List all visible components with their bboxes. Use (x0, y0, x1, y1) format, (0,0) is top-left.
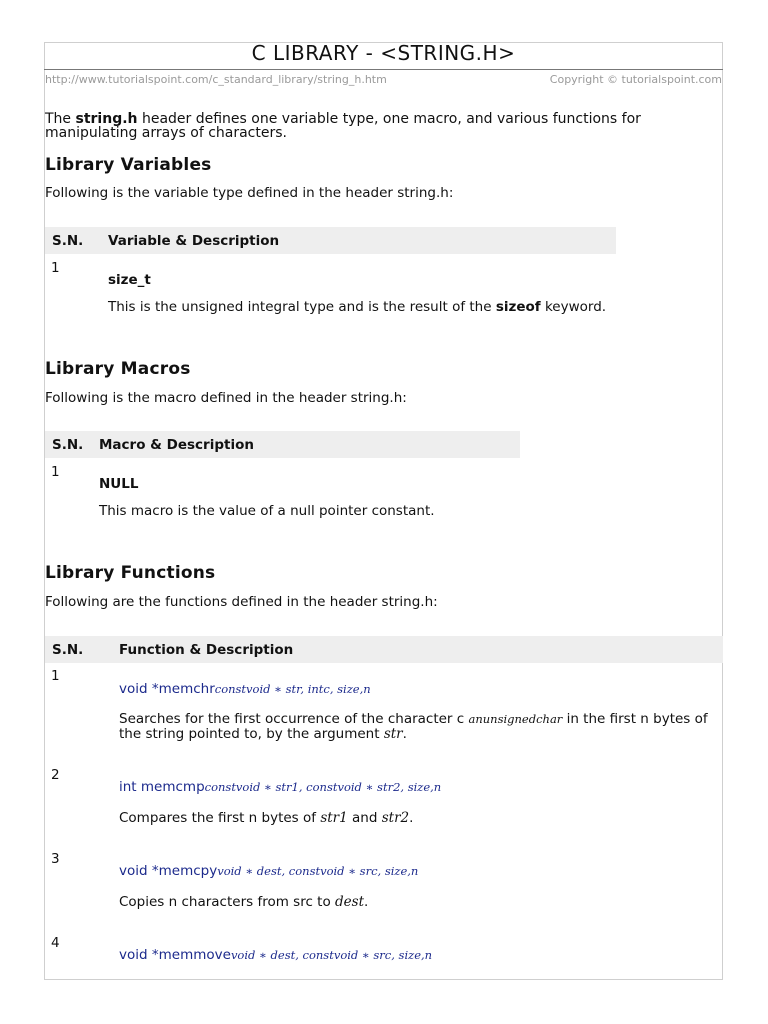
desc-text: and (347, 810, 382, 826)
variables-lead: Following is the variable type defined in the header string.h: (45, 185, 454, 201)
col-sn-header: S.N. (52, 437, 84, 453)
intro-paragraph (45, 112, 725, 140)
macro-description: This macro is the value of a null pointer constant. (99, 503, 435, 519)
intro-text-post: header defines one variable type, one macro, and various functions for manipulating arrays of characters. (45, 111, 641, 141)
col-desc-header: Variable & Description (108, 233, 280, 249)
desc-text: in the first n bytes of the string pointed to, by the argument (119, 711, 708, 742)
copyright-notice: Copyright © tutorialspoint.com (549, 73, 722, 86)
macros-table-header (45, 431, 520, 458)
section-heading-functions: Library Functions (45, 563, 216, 583)
function-name[interactable]: void *memchr (119, 681, 215, 697)
col-desc-header: Macro & Description (99, 437, 254, 453)
macros-lead: Following is the macro defined in the header string.h: (45, 390, 407, 406)
function-signature[interactable] (119, 779, 441, 795)
desc-type-annotation: anunsignedchar (468, 712, 563, 726)
variable-desc-keyword: sizeof (495, 299, 541, 315)
variables-table-header (45, 227, 616, 254)
variable-desc-post: keyword. (540, 299, 607, 315)
variable-row-sn: 1 (51, 260, 60, 276)
source-url: http://www.tutorialspoint.com/c_standard_library/string_h.htm (45, 73, 387, 86)
desc-text: Compares the first n bytes of (119, 810, 321, 826)
functions-table-header (45, 636, 723, 663)
desc-text: Copies n characters from src to (119, 894, 336, 910)
function-name[interactable]: void *memcpy (119, 863, 218, 879)
function-description (119, 712, 719, 742)
desc-arg: str2 (381, 810, 410, 826)
function-description (119, 895, 368, 910)
intro-text-pre: The (45, 111, 76, 127)
col-sn-header: S.N. (52, 642, 84, 658)
function-row-sn: 3 (51, 851, 60, 867)
function-args: constvoid ∗ str1, constvoid ∗ str2, size,n (204, 780, 442, 794)
variable-description (108, 300, 606, 315)
desc-arg: str1 (320, 810, 348, 826)
function-args: void ∗ dest, constvoid ∗ src, size,n (217, 864, 419, 878)
variable-desc-pre: This is the unsigned integral type and is the result of the (108, 299, 496, 315)
function-name[interactable]: void *memmove (119, 947, 231, 963)
function-args: void ∗ dest, constvoid ∗ src, size,n (230, 948, 433, 962)
function-row-sn: 2 (51, 767, 60, 783)
desc-text: . (402, 726, 407, 742)
desc-text: . (364, 894, 369, 910)
function-name[interactable]: int memcmp (119, 779, 205, 795)
section-heading-macros: Library Macros (45, 359, 191, 379)
function-signature[interactable] (119, 947, 432, 963)
title-divider (44, 69, 723, 70)
desc-text: Searches for the first occurrence of the character c (119, 711, 469, 727)
function-row-sn: 4 (51, 935, 60, 951)
function-signature[interactable] (119, 863, 418, 879)
functions-lead: Following are the functions defined in the header string.h: (45, 594, 438, 610)
macro-row-sn: 1 (51, 464, 60, 480)
section-heading-variables: Library Variables (45, 155, 212, 175)
desc-arg: dest (335, 894, 364, 910)
function-description (119, 811, 413, 826)
page-title: C LIBRARY - <STRING.H> (251, 41, 516, 65)
function-args: constvoid ∗ str, intc, size,n (214, 682, 371, 696)
variable-name: size_t (108, 272, 151, 288)
desc-text: . (409, 810, 414, 826)
function-row-sn: 1 (51, 668, 60, 684)
macro-name: NULL (99, 476, 139, 492)
col-sn-header: S.N. (52, 233, 84, 249)
desc-arg: str (383, 726, 403, 742)
col-desc-header: Function & Description (119, 642, 294, 658)
intro-keyword: string.h (75, 111, 138, 127)
function-signature[interactable] (119, 681, 371, 697)
